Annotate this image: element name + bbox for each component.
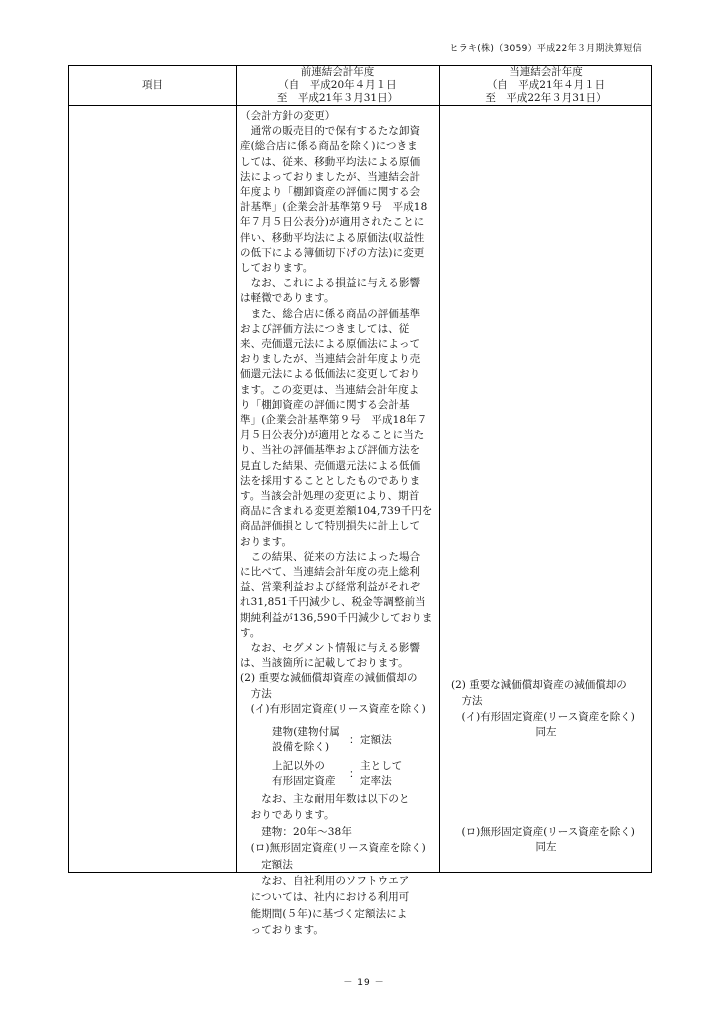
text-line: おりましたが、当連結会計年度より売 — [240, 353, 421, 366]
text-line: す。 — [240, 626, 261, 639]
column-header-item: 項目 — [142, 79, 163, 91]
curr-intangible: (ロ)無形固定資産(リース資産を除く) — [451, 826, 635, 838]
text-line: の低下による簿価切下げの方法)に変更 — [240, 246, 425, 259]
text-line: おりであります。 — [240, 809, 335, 822]
text-line: 能期間(５年)に基づく定額法によ — [240, 907, 408, 920]
column-divider — [236, 66, 237, 872]
text-line: 商品評価損として特別損失に計上して — [240, 520, 421, 533]
curr-line: (2) 重要な減価償却資産の減価償却の — [451, 679, 627, 691]
document-header: ヒラキ(株)（3059）平成22年３月期決算短信 — [449, 44, 642, 54]
text-line: 方法 — [240, 687, 272, 700]
text-line: す。当該会計処理の変更により、期首 — [240, 490, 420, 502]
curr-line: (イ)有形固定資産(リース資産を除く) — [451, 711, 635, 723]
text-line: っております。 — [240, 924, 324, 937]
colon: ： — [349, 734, 360, 746]
text-line: しております。 — [240, 262, 314, 274]
text-line: 計基準」(企業会計基準第９号 平成18 — [240, 201, 428, 214]
colon: ： — [349, 768, 360, 780]
text-line: 商品に含まれる変更差額104,739千円を — [240, 505, 433, 518]
text-line: は軽微であります。 — [240, 292, 335, 305]
text-line: 見直した結果、売価還元法による低価 — [240, 459, 421, 472]
text-line: 来、売価還元法による原価法によって — [240, 338, 421, 350]
other-assets-label-1: 上記以外の — [272, 760, 325, 772]
text-line: (イ)有形固定資産(リース資産を除く) — [240, 702, 426, 715]
text-line: り、当社の評価基準および評価方法を — [240, 444, 421, 457]
text-line: (ロ)無形固定資産(リース資産を除く) — [240, 842, 426, 855]
text-line: 年７月５日公表分)が適用されたことに — [240, 216, 425, 229]
text-line: （会計方針の変更） — [240, 110, 336, 122]
text-line: 準」(企業会計基準第９号 平成18年７ — [240, 414, 428, 426]
text-line: 通常の販売目的で保有するたな卸資 — [240, 125, 421, 138]
accounting-policy-table — [68, 65, 652, 937]
text-line: 建物：20年～38年 — [240, 825, 352, 838]
building-label-2: 設備を除く) — [272, 741, 330, 753]
text-line: 法によっておりましたが、当連結会計 — [240, 170, 421, 183]
other-assets-method-1: 主として — [360, 760, 403, 772]
text-line: り「棚卸資産の評価に関する会計基 — [240, 398, 410, 411]
text-line: なお、セグメント情報に与える影響 — [240, 642, 421, 654]
text-line: に比べて、当連結会計年度の売上総利 — [240, 566, 420, 578]
text-line: この結果、従来の方法によった場合 — [240, 550, 421, 563]
text-line: れ31,851千円減少し、税金等調整前当 — [240, 596, 426, 609]
other-assets-method-2: 定率法 — [360, 775, 392, 787]
text-line: および評価方法につきましては、従 — [240, 322, 410, 335]
building-label-1: 建物(建物付属 — [272, 726, 340, 738]
curr-line: 方法 — [451, 695, 483, 707]
column-divider — [439, 66, 440, 872]
text-line: 定額法 — [240, 858, 293, 871]
building-method: 定額法 — [360, 734, 392, 746]
text-line: 月５日公表分)が適用となることに当た — [240, 429, 425, 442]
column-header-previous-year: 前連結会計年度 （自 平成20年４月１日 至 平成21年３月31日） — [276, 66, 399, 104]
text-line: 産(総合店に係る商品を除く)につきま — [240, 140, 418, 153]
text-line: については、社内における利用可 — [240, 891, 410, 904]
text-line: 益、営業利益および経常利益がそれぞ — [240, 581, 421, 594]
text-line: 伴い、移動平均法による原価法(収益性 — [240, 231, 425, 244]
text-line: ます。この変更は、当連結会計年度よ — [240, 383, 420, 396]
text-line: 期純利益が136,590千円減少しておりま — [240, 611, 433, 624]
text-line: (2) 重要な減価償却資産の減価償却の — [240, 672, 418, 685]
page-number: － 19 － — [343, 978, 385, 988]
same-as-left-2: 同左 — [535, 841, 557, 853]
text-line: は、当該箇所に記載しております。 — [240, 657, 409, 670]
text-line: なお、主な耐用年数は以下のと — [240, 793, 410, 805]
text-line: 法を採用することとしたものでありま — [240, 474, 421, 487]
text-line: 価還元法による低価法に変更しており — [240, 368, 421, 381]
same-as-left-1: 同左 — [535, 726, 557, 738]
text-line: また、総合店に係る商品の評価基準 — [240, 307, 421, 320]
other-assets-label-2: 有形固定資産 — [272, 775, 336, 787]
text-line: なお、自社利用のソフトウエア — [240, 875, 410, 887]
text-line: なお、これによる損益に与える影響 — [240, 277, 421, 290]
column-header-current-year: 当連結会計年度 （自 平成21年４月１日 至 平成22年３月31日） — [485, 66, 607, 104]
text-line: しては、従来、移動平均法による原価 — [240, 155, 421, 168]
text-line: 年度より「棚卸資産の評価に関する会 — [240, 186, 421, 198]
text-line: おります。 — [240, 535, 293, 548]
